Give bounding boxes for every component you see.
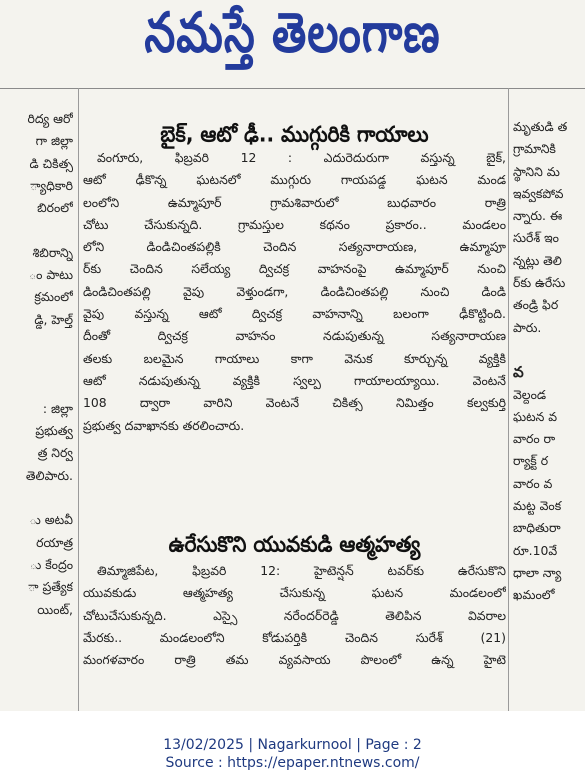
left-column-line: గా జిల్లా bbox=[35, 133, 73, 149]
article2-line: యువకుడు ఆత్మహత్య చేసుకున్న ఘటన మండలంలో bbox=[83, 585, 506, 601]
left-column-line: రిద్య ఆరో bbox=[27, 111, 73, 126]
article1-line: ర్‌కు చెందిన సలేయ్య ద్విచక్ర వాహనంపై ఉమ్మాపూర్ నుంచి bbox=[83, 261, 506, 277]
article1-line: ఆటో నడుపుతున్న వ్యక్తికి స్వల్ప గాయాలయ్యాయి. వెంటనే bbox=[83, 372, 506, 388]
left-column-line: తెలిపారు. bbox=[25, 467, 73, 483]
article1-line: 108 ద్వారా వారిని వెంటనే చికిత్స నిమిత్తం కల్వకుర్తి bbox=[83, 395, 506, 411]
masthead-rule bbox=[0, 88, 585, 89]
left-column-line: క్రమంలో bbox=[34, 289, 73, 305]
right-column-line: సురేశ్ ఇం bbox=[513, 230, 559, 246]
right-column-line: గ్రామానికి bbox=[513, 141, 556, 157]
left-column-line: డి చికిత్స bbox=[29, 155, 73, 171]
right-column-line: న్నట్లు తెలి bbox=[513, 252, 562, 268]
left-column-line bbox=[0, 219, 73, 241]
right-column-line: తండ్రి ఫిర bbox=[513, 297, 559, 313]
article1-body bbox=[83, 147, 506, 437]
article1-line: చోటు చేసుకున్నది. గ్రామస్తుల కథనం ప్రకారం.. మండలం bbox=[83, 216, 506, 232]
column-divider-right bbox=[508, 88, 509, 711]
article2-headline: ఉరేసుకొని యువకుడి ఆత్మహత్య bbox=[168, 531, 421, 557]
left-column-line bbox=[0, 487, 73, 509]
left-column-line: ు కేంద్రం bbox=[29, 556, 73, 572]
right-column-line: ధాలా న్యా bbox=[513, 564, 562, 580]
article2-line: మేరకు.. మండలంలోని కోడుపర్తికి చెందిన సురేశ్ (21) bbox=[83, 629, 506, 645]
right-column-line: స్థానిని మ bbox=[513, 163, 560, 179]
left-column-line: ప్రభుత్వ bbox=[35, 423, 73, 439]
masthead bbox=[0, 0, 585, 80]
left-column-line: : జిల్లా bbox=[42, 400, 73, 416]
right-column-line: రూ.10వే bbox=[513, 542, 558, 558]
left-column-line: రయాత్ర bbox=[36, 534, 73, 550]
article1-line: లోని డిండిచింతపల్లికి చెందిన సత్యనారాయణ, ఉమ్మాపూ bbox=[83, 239, 506, 255]
article1-headline: బైక్, ఆటో ఢీ.. ముగ్గురికి గాయాలు bbox=[160, 121, 429, 147]
left-column-line: ా ప్రత్యేక bbox=[28, 579, 73, 595]
article1-line: వైపు వస్తున్న ఆటో ద్విచక్ర వాహనాన్ని బలంగా ఢీకొట్టింది. bbox=[83, 306, 506, 322]
article1-line: లంలోని ఉమ్మాపూర్ గ్రామశివారులో బుధవారం రాత్రి bbox=[83, 194, 506, 210]
left-column-line: త్ర నిర్వ bbox=[37, 445, 73, 461]
right-column-line: బాధితురా bbox=[513, 520, 561, 536]
article2-line: తిమ్మాజిపేట, ఫిబ్రవరి 12: హైటెన్షన్ టవర్‌కు ఉరేసుకొని bbox=[97, 563, 506, 578]
right-column-line: వ bbox=[513, 363, 524, 382]
right-column bbox=[513, 116, 585, 607]
article1-line: ఆటో ఢీకొన్న ఘటనలో ముగ్గురు గాయపడ్డ ఘటన మండ bbox=[83, 172, 506, 188]
right-column-line: ఘటన వ bbox=[513, 408, 558, 424]
right-column-line: ర్యాక్ట్ ర bbox=[513, 453, 549, 469]
article1-line: వంగూరు, ఫిబ్రవరి 12 : ఎదురెదురుగా వస్తున్న బైక్, bbox=[97, 150, 506, 165]
right-column-line: వారం వ bbox=[513, 475, 553, 491]
article2-line: మంగళవారం రాత్రి తమ వ్యవసాయ పొలంలో ఉన్న హైటె bbox=[83, 652, 506, 668]
right-column-line bbox=[513, 339, 585, 361]
left-column-line: యింట్, bbox=[37, 601, 73, 617]
right-column-line: మృతుడి త bbox=[513, 119, 568, 134]
footer-date-page: 13/02/2025 | Nagarkurnool | Page : 2 bbox=[163, 737, 422, 753]
article1-line: డిండిచింతపల్లి వైపు వెళ్తుండగా, డిండిచింతపల్లి నుంచి డిండి bbox=[83, 283, 506, 299]
left-column bbox=[0, 108, 73, 621]
right-column-line: ఇవ్వకపోవ bbox=[513, 185, 564, 201]
left-column-line bbox=[0, 376, 73, 398]
page-footer bbox=[0, 711, 585, 781]
article1-line: తలకు బలమైన గాయాలు కాగా వెనుక కూర్చున్న వ్యక్తికి bbox=[83, 350, 506, 366]
right-column-line: వారం రా bbox=[513, 431, 556, 447]
left-column-line: శిబిరాన్ని bbox=[32, 244, 73, 260]
left-column-line: ు అటవీ bbox=[29, 512, 73, 528]
left-column-line bbox=[0, 331, 73, 353]
masthead-title: నమస్తే తెలంగాణ bbox=[144, 1, 441, 65]
column-divider-left bbox=[78, 88, 79, 711]
article1-line: దీంతో ద్విచక్ర వాహనం నడుపుతున్న సత్యనారాయణ bbox=[83, 328, 506, 344]
left-column-line: బిరంలో bbox=[37, 200, 73, 216]
left-column-line: ం పాటు bbox=[28, 267, 73, 283]
right-column-line: న్నారు. ఈ bbox=[513, 208, 563, 224]
article2-body bbox=[83, 560, 506, 671]
article1-line: ప్రభుత్వ దవాఖానకు తరలించారు. bbox=[83, 417, 245, 433]
right-column-line: ర్‌కు ఉరేసు bbox=[513, 275, 566, 291]
footer-source: Source : https://epaper.ntnews.com/ bbox=[165, 755, 420, 771]
right-column-line: మట్ట వెంక bbox=[513, 498, 562, 514]
right-column-line: ఖమంలో bbox=[513, 587, 555, 603]
article2-line: చోటుచేసుకున్నది. ఎస్సై నరేందర్‌రెడ్డి తెలిపిన వివరాల bbox=[83, 607, 506, 623]
left-column-line: డ్డి, హెల్త్ bbox=[34, 311, 73, 327]
right-column-line: వెల్దండ bbox=[513, 386, 547, 402]
left-column-line bbox=[0, 353, 73, 375]
right-column-line: పారు. bbox=[513, 319, 542, 335]
left-column-line: ్యాధికారి bbox=[30, 177, 73, 193]
